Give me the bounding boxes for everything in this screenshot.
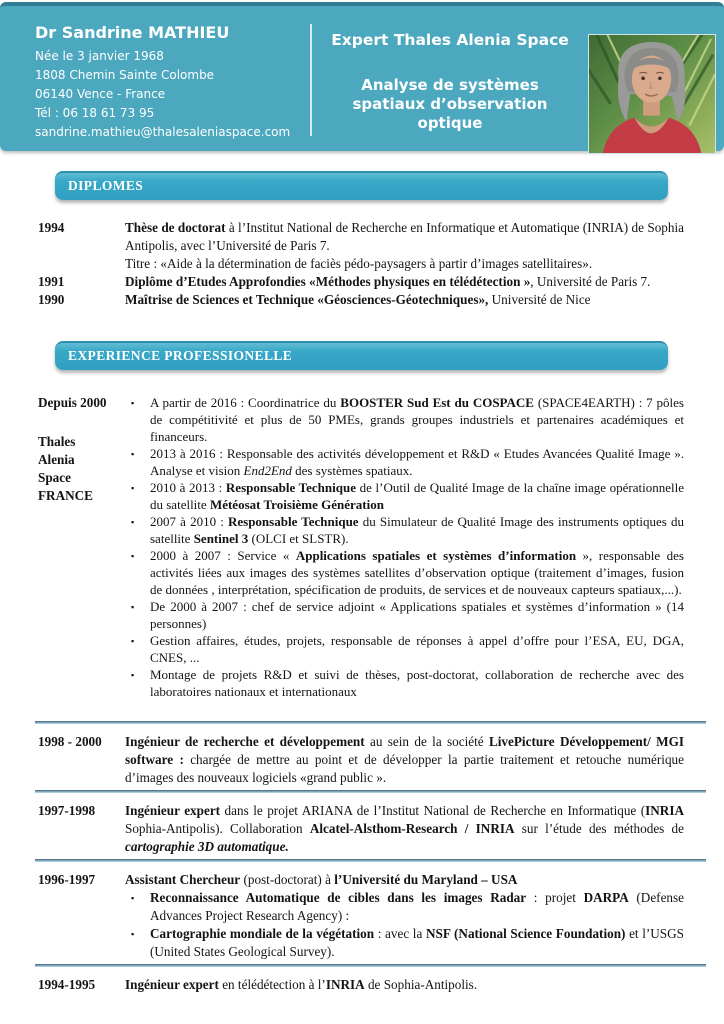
experience-period-column <box>38 394 125 700</box>
bullet-text: Montage de projets R&D et suivi de thèses, post-doctorat, collaboration de recherche avec des laboratoires nationaux et internationaux <box>150 667 684 699</box>
experience-row <box>35 871 706 961</box>
bullet-text: 2010 à 2013 : Responsable Technique de l’Outil de Qualité Image de la chaîne image opérationnelle du satellite Météosat Troisième Génération <box>150 480 684 512</box>
contact-block <box>35 22 307 142</box>
profile-photo <box>588 34 716 154</box>
experience-period: 1997-1998 <box>38 803 96 818</box>
bullet-text: A partir de 2016 : Coordinatrice du BOOSTER Sud Est du COSPACE (SPACE4EARTH) : 7 pôles de compétitivité et plus de 50 PMEs, grands groupes industriels et partenaires académiques et financeurs. <box>150 395 684 444</box>
diploma-row <box>38 219 684 273</box>
bullet-square-icon: ▪ <box>131 398 135 408</box>
experience-paragraph: Assistant Chercheur (post-doctorat) à l’Université du Maryland – USA <box>125 872 518 887</box>
experience-bullet <box>125 666 684 700</box>
experience-bullet <box>125 632 684 666</box>
experience-text <box>125 976 684 994</box>
expert-title-block <box>322 30 578 133</box>
bullet-text: 2013 à 2016 : Responsable des activités développement et R&D « Etudes Avancées Qualité Image ». Analyse et vision End2End des systèmes spatiaux. <box>150 446 684 478</box>
experience-text <box>125 802 684 856</box>
section-divider-rule <box>35 859 706 862</box>
experience-row <box>35 802 706 856</box>
specialty-line-1: Analyse de systèmes <box>361 76 539 94</box>
bullet-text: De 2000 à 2007 : chef de service adjoint « Applications spatiales et systèmes d’information » (14 personnes) <box>150 599 684 631</box>
bullet-square-icon: ▪ <box>131 893 135 903</box>
diploma-row <box>38 273 684 291</box>
experience-bullet-list <box>125 394 684 700</box>
bullet-text: Reconnaissance Automatique de cibles dans les images Radar : projet DARPA (Defense Advances Project Research Agency) : <box>150 890 685 923</box>
diploma-paragraph: Maîtrise de Sciences et Technique «Géosciences-Géotechniques», Université de Nice <box>125 292 591 307</box>
diploma-year: 1991 <box>38 274 65 289</box>
experience-paragraph: Ingénieur expert dans le projet ARIANA de l’Institut National de Recherche en Informatique (INRIA Sophia-Antipolis). Collaboration Alcatel-Alsthom-Research / INRIA sur l’étude des méthodes de cartographie 3D automatique. <box>125 803 684 854</box>
diploma-paragraph: Titre : «Aide à la détermination de faciès pédo-paysagers à partir d’images satellitaires». <box>125 256 593 271</box>
section-divider-rule <box>35 790 706 793</box>
experience-current-block <box>38 394 684 700</box>
experience-sub-bullet <box>125 889 684 925</box>
bullet-text: Cartographie mondiale de la végétation : avec la NSF (National Science Foundation) et l’USGS (United States Geological Survey). <box>150 926 685 959</box>
bullet-text: 2000 à 2007 : Service « Applications spatiales et systèmes d’information », responsable des activités liées aux images des systèmes satellites d’observation optique (traitement d’images, fusion de données , interprétation, spécification de produits, de services et de nouveaux capteurs spatiaux,...). <box>150 548 684 597</box>
bullet-square-icon: ▪ <box>131 636 135 646</box>
diploma-text <box>125 291 684 309</box>
header-vertical-divider <box>310 24 312 136</box>
diploma-paragraph: Thèse de doctorat à l’Institut National de Recherche en Informatique et Automatique (INRIA) de Sophia Antipolis, avec l’Université de Paris 7. <box>125 220 684 253</box>
section-header-diplomes: DIPLOMES <box>55 171 668 200</box>
experience-period: Depuis 2000 <box>38 395 107 410</box>
bullet-square-icon: ▪ <box>131 602 135 612</box>
birth-date: Née le 3 janvier 1968 <box>35 49 164 63</box>
experience-row <box>35 733 706 787</box>
experience-sub-bullet <box>125 925 684 961</box>
section-header-experience: EXPERIENCE PROFESSIONELLE <box>55 341 668 370</box>
bullet-square-icon: ▪ <box>131 517 135 527</box>
bullet-text: Gestion affaires, études, projets, responsable de réponses à appel d’offre pour l’ESA, EU, DGA, CNES, ... <box>150 633 684 665</box>
experience-bullet <box>125 445 684 479</box>
experience-period: 1996-1997 <box>38 872 96 887</box>
experience-entries <box>35 719 706 997</box>
address-city: 06140 Vence - France <box>35 87 166 101</box>
diploma-year: 1990 <box>38 292 65 307</box>
expert-title: Expert Thales Alenia Space <box>331 31 569 49</box>
phone-number: Tél : 06 18 61 73 95 <box>35 106 155 120</box>
bullet-square-icon: ▪ <box>131 551 135 561</box>
header-band <box>0 2 724 151</box>
diplomes-list <box>38 219 684 309</box>
specialty-line-2: spatiaux d’observation <box>352 95 548 113</box>
person-name: Dr Sandrine MATHIEU <box>35 23 230 42</box>
bullet-square-icon: ▪ <box>131 670 135 680</box>
experience-bullet <box>125 479 684 513</box>
specialty-line-3: optique <box>417 114 483 132</box>
employer-name: Thales Alenia Space FRANCE <box>38 434 93 503</box>
experience-bullet <box>125 598 684 632</box>
experience-row <box>35 976 706 994</box>
experience-bullet <box>125 513 684 547</box>
bullet-square-icon: ▪ <box>131 449 135 459</box>
experience-sub-bullets <box>125 889 684 961</box>
experience-text <box>125 871 684 961</box>
experience-bullet <box>125 394 684 445</box>
email-address: sandrine.mathieu@thalesaleniaspace.com <box>35 125 291 139</box>
experience-paragraph: Ingénieur expert en télédétection à l’INRIA de Sophia-Antipolis. <box>125 977 478 992</box>
diploma-paragraph: Diplôme d’Etudes Approfondies «Méthodes physiques en télédétection », Université de Paris 7. <box>125 274 651 289</box>
diploma-text <box>125 219 684 273</box>
diploma-text <box>125 273 684 291</box>
section-divider-rule <box>35 964 706 967</box>
experience-bullet <box>125 547 684 598</box>
experience-period: 1994-1995 <box>38 977 96 992</box>
bullet-square-icon: ▪ <box>131 929 135 939</box>
diploma-row <box>38 291 684 309</box>
experience-text <box>125 733 684 787</box>
bullet-square-icon: ▪ <box>131 483 135 493</box>
experience-paragraph: Ingénieur de recherche et développement au sein de la société LivePicture Développement/ MGI software : chargée de mettre au point et de développer la partie traitement et retouche numérique d’images des nouveaux logiciels «grand public ». <box>125 734 684 785</box>
address-street: 1808 Chemin Sainte Colombe <box>35 68 215 82</box>
diploma-year: 1994 <box>38 220 65 235</box>
bullet-text: 2007 à 2010 : Responsable Technique du Simulateur de Qualité Image des instruments optiques du satellite Sentinel 3 (OLCI et SLSTR). <box>150 514 685 546</box>
section-divider-rule <box>35 721 706 724</box>
experience-period: 1998 - 2000 <box>38 734 102 749</box>
